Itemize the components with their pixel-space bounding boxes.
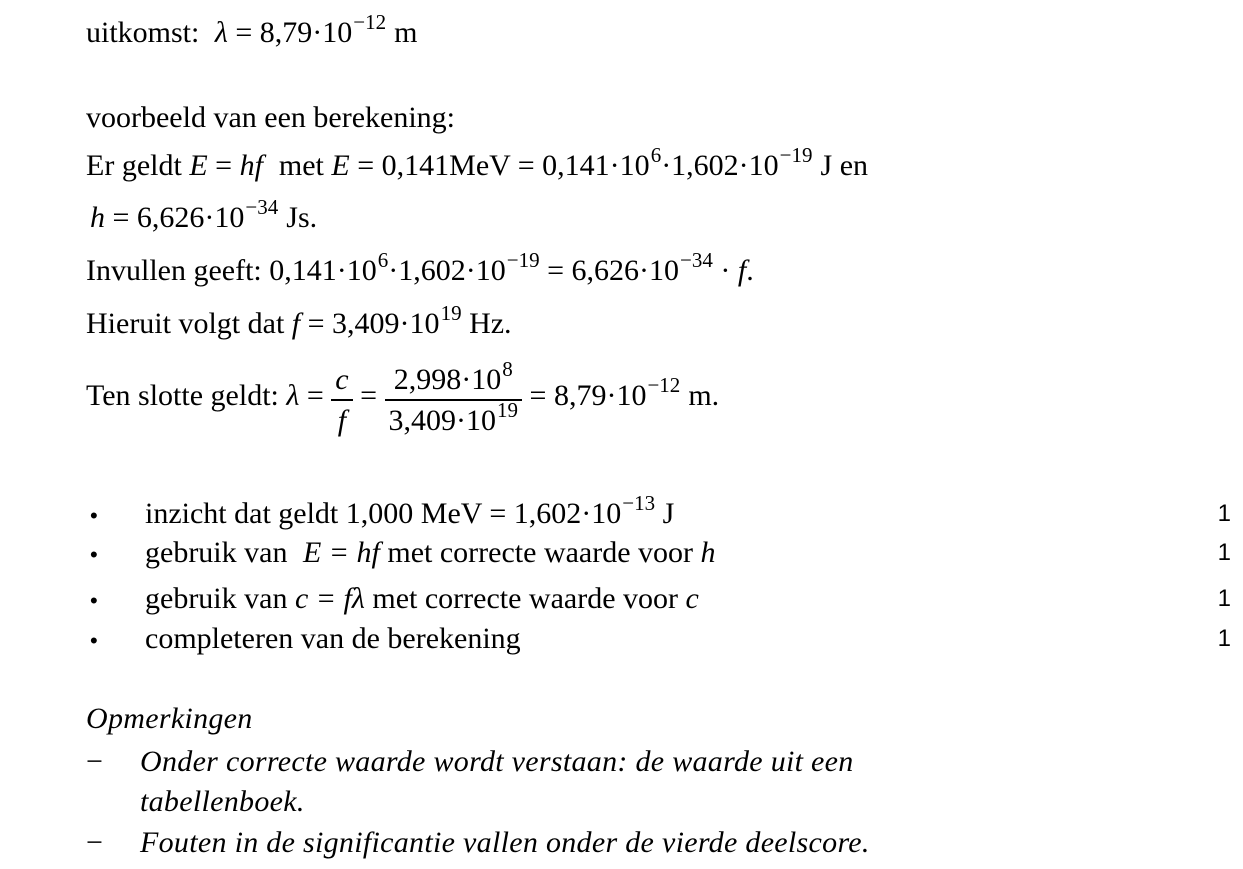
criterion-3 — [145, 582, 699, 616]
denominator-value: 3,409·10 — [388, 403, 497, 437]
unit-text: J en — [820, 149, 869, 182]
exponent: 19 — [497, 397, 519, 422]
unit-text: Hz. — [461, 307, 512, 340]
fraction-c-over-f — [331, 364, 352, 436]
example-line-4 — [86, 301, 512, 340]
substitution-text: Invullen geeft: 0,141·10 — [86, 254, 377, 287]
example-heading: voorbeeld van een berekening: — [86, 101, 456, 134]
period: . — [746, 254, 754, 287]
bullet: • — [90, 588, 98, 613]
planck-value: = 6,626·10 — [105, 201, 245, 234]
exponent: −12 — [647, 372, 681, 397]
dot: · — [712, 254, 738, 287]
text-ten-slotte: Ten slotte geldt: — [86, 378, 287, 412]
var-c: c — [685, 582, 699, 615]
exponent: −34 — [680, 248, 713, 272]
var-f: f — [291, 307, 301, 340]
exponent: 8 — [502, 357, 513, 381]
exponent: −19 — [779, 143, 813, 167]
bullet: • — [90, 542, 98, 567]
criterion-text: gebruik van — [145, 582, 295, 615]
var-f: f — [337, 403, 347, 437]
substitution-text: = 6,626·10 — [539, 254, 680, 287]
remark-2: Fouten in de significantie vallen onder de vierde deelscore. — [140, 826, 870, 859]
criterion-text: gebruik van — [145, 536, 295, 569]
equals: = — [207, 149, 240, 182]
var-h: h — [90, 201, 105, 234]
outcome-exponent: −12 — [353, 10, 387, 34]
result-value: = 8,79·10 — [522, 378, 647, 412]
example-line-5 — [86, 357, 720, 437]
text-met: met — [278, 149, 332, 182]
equals: = — [352, 378, 385, 412]
criterion-text: met correcte waarde voor — [379, 536, 701, 569]
unit-text: Js. — [286, 201, 318, 234]
frequency-value: = 3,409·10 — [300, 307, 440, 340]
text-er-geldt: Er geldt — [86, 149, 190, 182]
example-line-1 — [86, 143, 869, 182]
score-1: 1 — [1217, 500, 1231, 527]
var-hf: hf — [239, 149, 263, 182]
equals: = — [299, 378, 332, 412]
bullet: • — [90, 503, 98, 528]
outcome-unit: m — [394, 16, 418, 49]
numerator-value: 2,998·10 — [393, 363, 502, 396]
outcome-label: uitkomst: — [86, 16, 200, 49]
example-line-3 — [86, 248, 754, 287]
exponent: 6 — [377, 248, 389, 272]
exponent: −34 — [245, 195, 279, 219]
dash: − — [86, 745, 103, 778]
formula: E = hf — [302, 536, 380, 569]
example-line-2 — [90, 195, 318, 234]
var-h: h — [700, 536, 716, 569]
remarks-heading: Opmerkingen — [86, 702, 253, 735]
outcome-line — [86, 10, 418, 49]
var-c: c — [335, 363, 349, 396]
criterion-text: inzicht dat geldt 1,000 MeV = 1,602·10 — [145, 497, 622, 530]
fraction-bar — [331, 399, 352, 401]
energy-value: = 0,141MeV = 0,141·10 — [349, 149, 650, 182]
charge-value: ·1,602·10 — [661, 149, 779, 182]
remark-1-line-2: tabellenboek. — [140, 785, 305, 818]
exponent: −19 — [506, 248, 540, 272]
fraction-numeric — [385, 357, 523, 437]
exponent: 19 — [440, 301, 462, 325]
criterion-text: met correcte waarde voor — [364, 582, 686, 615]
exponent: −13 — [622, 491, 656, 515]
formula: c = fλ — [294, 582, 365, 615]
criterion-text: J — [655, 497, 675, 530]
lambda-symbol: λ — [214, 16, 228, 49]
var-E: E — [189, 149, 208, 182]
criterion-4 — [145, 622, 521, 656]
exponent: 6 — [650, 143, 662, 167]
outcome-value: = 8,79·10 — [227, 16, 353, 49]
criterion-2 — [145, 536, 716, 570]
unit-text: m. — [688, 378, 720, 412]
lambda-symbol: λ — [286, 378, 300, 412]
var-E: E — [331, 149, 350, 182]
criterion-text: completeren van de berekening — [145, 622, 521, 655]
score-3: 1 — [1217, 585, 1231, 612]
substitution-text: ·1,602·10 — [388, 254, 506, 287]
score-2: 1 — [1217, 539, 1231, 566]
score-4: 1 — [1217, 625, 1231, 652]
criterion-1 — [145, 491, 675, 531]
bullet: • — [90, 628, 98, 653]
var-f: f — [737, 254, 747, 287]
remark-1-line-1: Onder correcte waarde wordt verstaan: de waarde uit een — [140, 745, 854, 778]
text-hieruit: Hieruit volgt dat — [86, 307, 292, 340]
dash: − — [86, 826, 103, 859]
